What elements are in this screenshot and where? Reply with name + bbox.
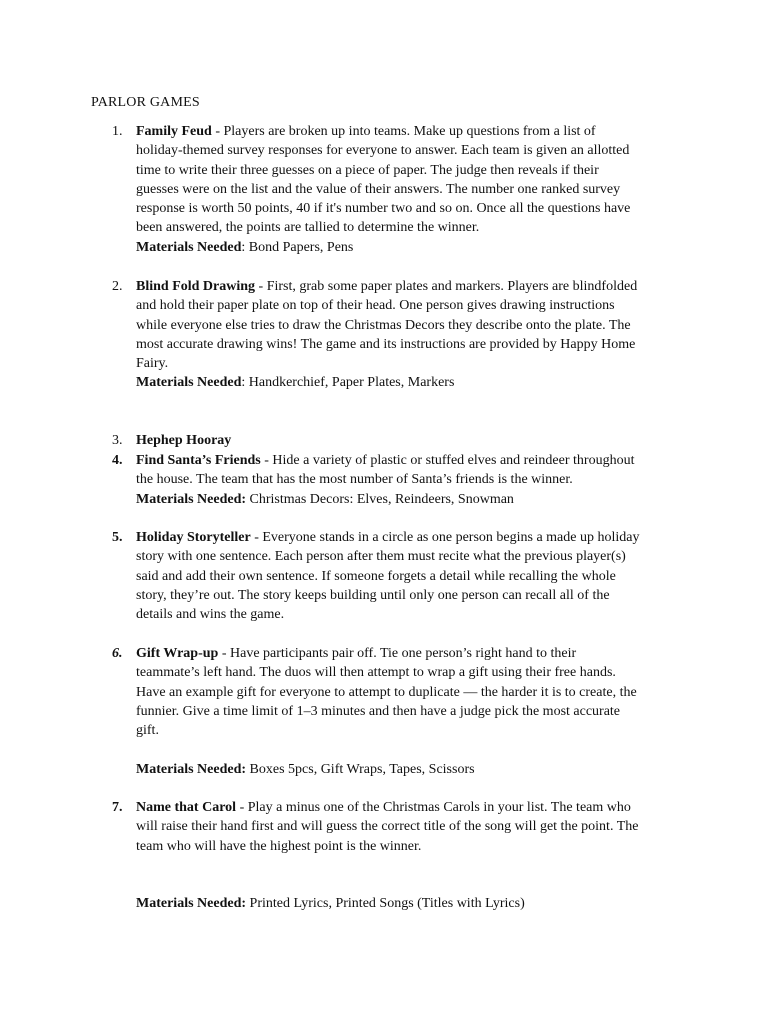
materials-needed xyxy=(136,760,682,779)
materials-needed xyxy=(136,238,682,257)
game-description: Have an example gift for everyone to attempt to duplicate — the harder it is to create, the xyxy=(136,684,637,700)
item-number: 6. xyxy=(112,646,123,661)
list-item-holiday-storyteller xyxy=(112,528,682,624)
materials-needed xyxy=(136,894,682,913)
game-description: - Have participants pair off. Tie one person’s right hand to their xyxy=(218,646,577,661)
materials-text: Boxes 5pcs, Gift Wraps, Tapes, Scissors xyxy=(246,761,475,777)
materials-needed xyxy=(136,373,682,392)
game-description: been answered, the points are tallied to determine the winner. xyxy=(136,220,480,236)
game-name: Family Feud xyxy=(136,124,212,139)
materials-needed xyxy=(136,490,682,509)
game-name: Blind Fold Drawing xyxy=(136,279,256,294)
item-number: 5. xyxy=(112,530,123,545)
game-name: Hephep Hooray xyxy=(136,433,232,448)
game-description: said and add their own sentence. If someone forgets a detail while recalling the whole xyxy=(136,568,616,584)
list-item-name-that-carol xyxy=(112,798,682,914)
game-name: Find Santa’s Friends xyxy=(136,453,261,468)
game-description: details and wins the game. xyxy=(136,607,285,623)
game-description: Fairy. xyxy=(136,356,169,372)
list-item-blind-fold-drawing xyxy=(112,277,682,393)
game-name: Gift Wrap-up xyxy=(136,646,219,661)
materials-label: Materials Needed xyxy=(136,239,242,255)
materials-text: : Bond Papers, Pens xyxy=(241,239,354,255)
game-name: Holiday Storyteller xyxy=(136,530,251,545)
game-description: - Play a minus one of the Christmas Carols in your list. The team who xyxy=(236,800,631,815)
list-item-find-santas-friends xyxy=(112,451,682,509)
game-description: and hold their paper plate on top of their head. One person gives drawing instructions xyxy=(136,298,615,314)
game-description: story with one sentence. Each person after them must recite what the previous player(s) xyxy=(136,549,626,565)
game-description: the house. The team that has the most number of Santa’s friends is the winner. xyxy=(136,472,573,488)
materials-label: Materials Needed: xyxy=(136,491,247,507)
list-item-hephep-hooray xyxy=(112,431,682,450)
game-description: while everyone else tries to draw the Christmas Decors they describe onto the plate. The xyxy=(136,317,631,333)
game-description: - Hide a variety of plastic or stuffed elves and reindeer throughout xyxy=(260,453,635,468)
game-description: time to write their three guesses on a piece of paper. The judge then reveals if their xyxy=(136,162,599,178)
materials-label: Materials Needed: xyxy=(136,896,247,912)
item-number: 1. xyxy=(112,124,123,139)
game-description: story, they’re out. The story keeps building until only one person can recall all of the xyxy=(136,587,610,603)
game-description: funnier. Give a time limit of 1–3 minutes and then have a judge pick the most accurate xyxy=(136,703,621,719)
game-description: will raise their hand first and will guess the correct title of the song will get the point. The xyxy=(136,819,639,835)
game-description: - First, grab some paper plates and markers. Players are blindfolded xyxy=(255,279,638,294)
game-description: - Players are broken up into teams. Make up questions from a list of xyxy=(211,124,596,139)
materials-label: Materials Needed: xyxy=(136,761,247,777)
item-number: 7. xyxy=(112,800,123,815)
materials-label: Materials Needed xyxy=(136,375,242,391)
list-item-family-feud xyxy=(112,122,682,257)
game-description: gift. xyxy=(136,723,159,739)
materials-text: : Handkerchief, Paper Plates, Markers xyxy=(241,375,455,391)
game-description: response is worth 50 points, 40 if it's number two and so on. Once all the questions have xyxy=(136,201,631,217)
game-description: holiday-themed survey responses for everyone to answer. Each team is given an allotted xyxy=(136,143,630,159)
list-item-gift-wrap-up xyxy=(112,644,682,779)
game-description: - Everyone stands in a circle as one person begins a made up holiday xyxy=(250,530,640,545)
item-number: 4. xyxy=(112,453,123,468)
game-description: teammate’s left hand. The duos will then attempt to wrap a gift using their free hands. xyxy=(136,665,616,681)
game-name: Name that Carol xyxy=(136,800,237,815)
document-title: PARLOR GAMES xyxy=(91,95,200,110)
materials-text: Christmas Decors: Elves, Reindeers, Snowman xyxy=(246,491,514,507)
item-number: 2. xyxy=(112,279,123,294)
game-description: guesses were on the list and the value of their answers. The number one ranked survey xyxy=(136,181,621,197)
game-description: team who will have the highest point is the winner. xyxy=(136,838,422,854)
materials-text: Printed Lyrics, Printed Songs (Titles with Lyrics) xyxy=(246,896,525,912)
game-description: most accurate drawing wins! The game and its instructions are provided by Happy Home xyxy=(136,336,636,352)
item-number: 3. xyxy=(112,433,123,448)
